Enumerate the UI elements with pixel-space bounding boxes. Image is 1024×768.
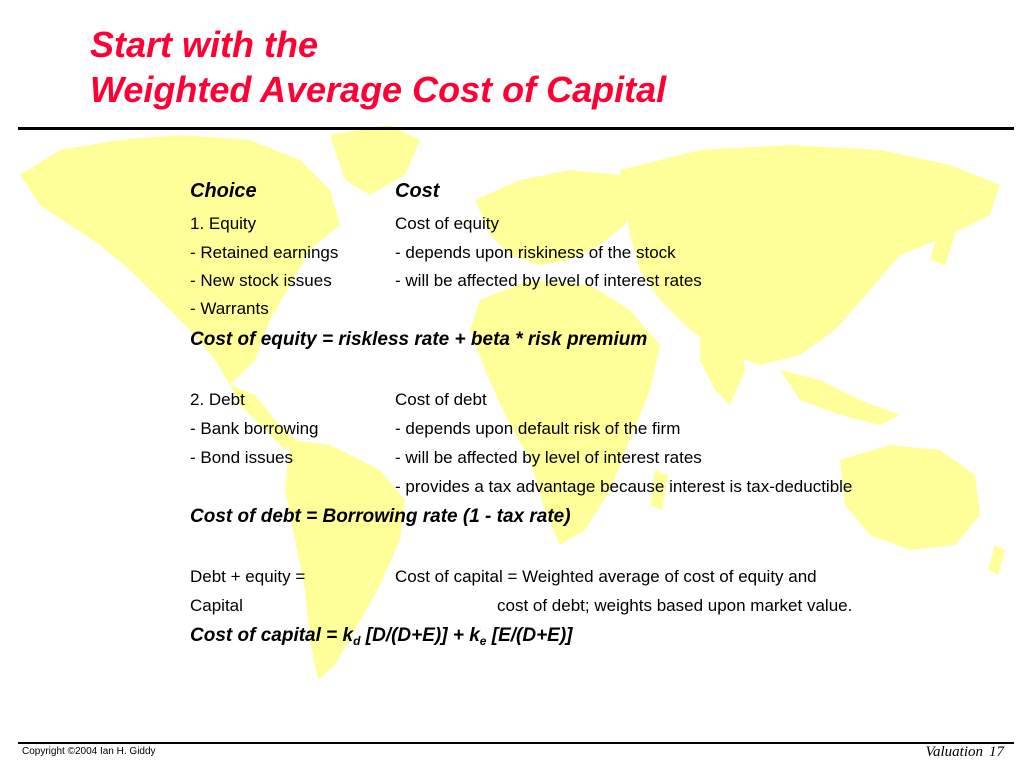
footer-divider xyxy=(18,742,1014,744)
title-line-1: Start with the xyxy=(90,24,319,65)
map-india xyxy=(700,330,745,405)
cost-cell: - depends upon default risk of the firm xyxy=(395,419,681,438)
copyright-notice: Copyright ©2004 Ian H. Giddy xyxy=(22,746,156,757)
cost-cell: - provides a tax advantage because interest is tax-deductible xyxy=(395,477,853,496)
formula-part: Cost of capital = k xyxy=(190,625,354,646)
formula-part: [E/(D+E)] xyxy=(486,625,573,646)
title-divider xyxy=(18,127,1014,130)
cost-cell: - will be affected by level of interest rates xyxy=(395,448,702,467)
title-line-2: Weighted Average Cost of Capital xyxy=(90,69,667,110)
formula-subscript: e xyxy=(479,634,487,648)
debt-formula-text: Cost of debt = Borrowing rate (1 - tax rate) xyxy=(190,506,571,527)
map-new-zealand xyxy=(988,545,1005,575)
choice-header: Choice xyxy=(190,180,257,202)
section-name: Valuation xyxy=(925,744,983,760)
formula-subscript: d xyxy=(353,634,361,648)
choice-cell: Capital xyxy=(190,596,243,615)
slide-footer-label xyxy=(919,744,1004,761)
equity-formula-text: Cost of equity = riskless rate + beta * risk premium xyxy=(190,329,648,350)
cost-cell: - depends upon riskiness of the stock xyxy=(395,243,676,262)
choice-cell: - Warrants xyxy=(190,299,269,318)
choice-cell: - New stock issues xyxy=(190,271,332,290)
map-australia xyxy=(840,445,980,550)
slide-title xyxy=(90,22,666,112)
choice-cell: - Bank borrowing xyxy=(190,419,319,438)
choice-cell: - Bond issues xyxy=(190,448,293,467)
map-southeast-asia xyxy=(780,370,900,425)
choice-cell: - Retained earnings xyxy=(190,243,339,262)
cost-cell: Cost of capital = Weighted average of cost of equity and xyxy=(395,567,817,586)
choice-cell: Debt + equity = xyxy=(190,567,306,586)
cost-cell: - will be affected by level of interest rates xyxy=(395,271,702,290)
cost-cell: cost of debt; weights based upon market value. xyxy=(497,596,853,615)
cost-cell: Cost of debt xyxy=(395,390,487,409)
formula-part: [D/(D+E)] + k xyxy=(360,625,480,646)
page-number: 17 xyxy=(989,744,1004,760)
choice-cell: 1. Equity xyxy=(190,214,257,233)
capital-formula-text xyxy=(190,625,573,647)
cost-header: Cost xyxy=(395,180,440,202)
cost-cell: Cost of equity xyxy=(395,214,499,233)
choice-cell: 2. Debt xyxy=(190,390,245,409)
